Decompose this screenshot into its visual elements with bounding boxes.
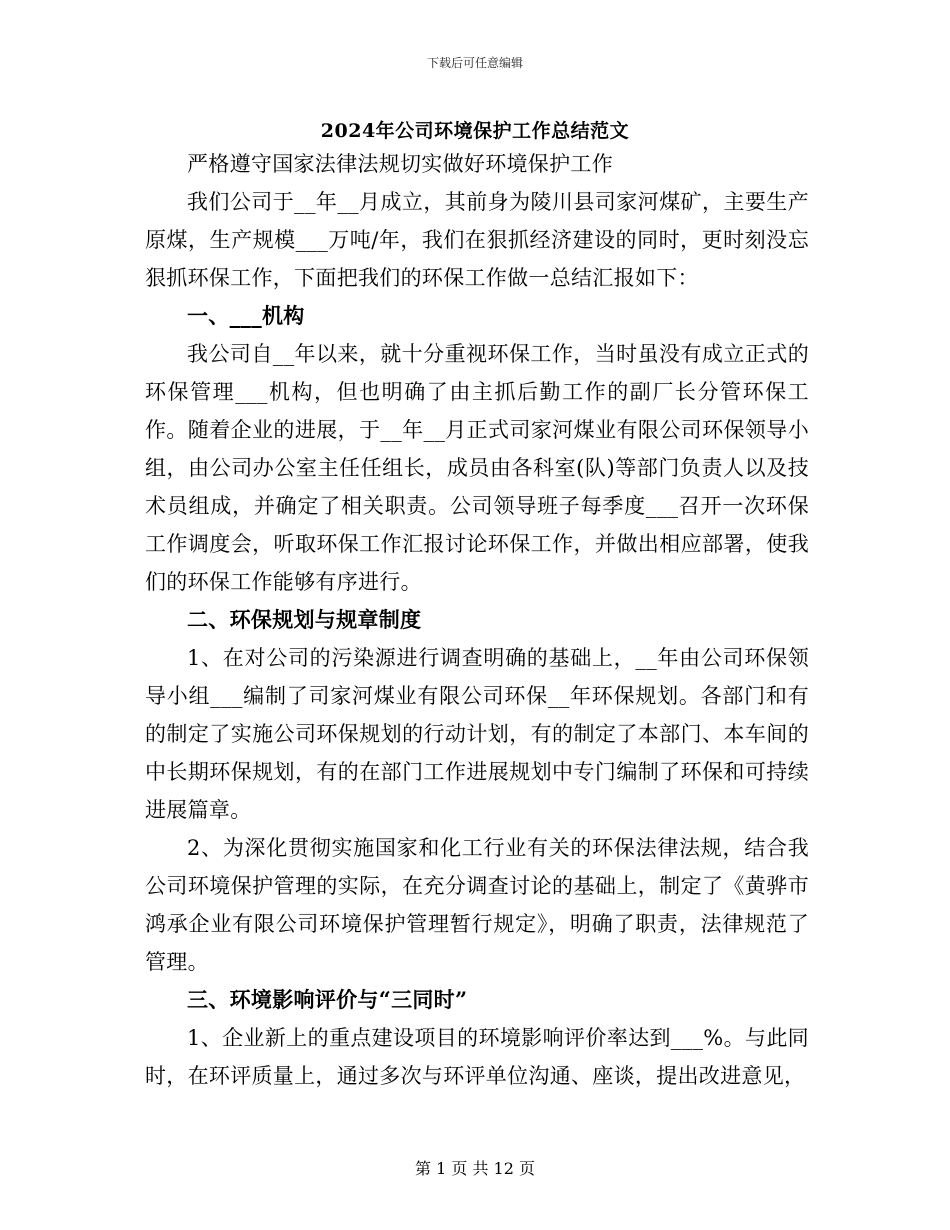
section-2-paragraph-1: 1、在对公司的污染源进行调查明确的基础上，__年由公司环保领导小组___编制了司家河煤业有限公司环保__年环保规划。各部门和有的制定了实施公司环保规划的行动计划，有的制定了本部门、本车间的中长期环保规划，有的在部门工作进展规划中专门编制了环保和可持续进展篇章。: [145, 646, 809, 822]
page-number-footer: 第 1 页 共 12 页: [415, 1159, 535, 1178]
page-header: 下载后可任意编辑: [426, 56, 523, 70]
intro-paragraph: 我们公司于__年__月成立，其前身为陵川县司家河煤矿，主要生产原煤，生产规模___万吨/年，我们在狠抓经济建设的同时，更时刻没忘狠抓环保工作，下面把我们的环保工作做一总结汇报如下：: [145, 190, 809, 290]
document-title: 2024年公司环境保护工作总结范文: [320, 120, 630, 142]
section-2-paragraph-2: 2、为深化贯彻实施国家和化工行业有关的环保法律法规，结合我公司环境保护管理的实际，在充分调查讨论的基础上，制定了《黄骅市鸿承企业有限公司环境保护管理暂行规定》，明确了职责，法律规范了管理。: [145, 836, 809, 974]
section-heading-1: 一、___机构: [187, 303, 305, 328]
subtitle-paragraph: 严格遵守国家法律法规切实做好环境保护工作: [187, 152, 613, 176]
section-heading-3: 三、环境影响评价与“三同时”: [187, 987, 468, 1012]
section-heading-2: 二、环保规划与规章制度: [187, 607, 422, 632]
section-3-paragraph-1: 1、企业新上的重点建设项目的环境影响评价率达到___%。与此同时，在环评质量上，通过多次与环评单位沟通、座谈，提出改进意见，: [145, 1026, 809, 1088]
section-1-paragraph: 我公司自__年以来，就十分重视环保工作，当时虽没有成立正式的环保管理___机构，但也明确了由主抓后勤工作的副厂长分管环保工作。随着企业的进展，于__年__月正式司家河煤业有限公司环保领导小组，由公司办公室主任任组长，成员由各科室(队)等部门负责人以及技术员组成，并确定了相关职责。公司领导班子每季度___召开一次环保工作调度会，听取环保工作汇报讨论环保工作，并做出相应部署，使我们的环保工作能够有序进行。: [145, 342, 809, 594]
document-body: [145, 145, 809, 1095]
